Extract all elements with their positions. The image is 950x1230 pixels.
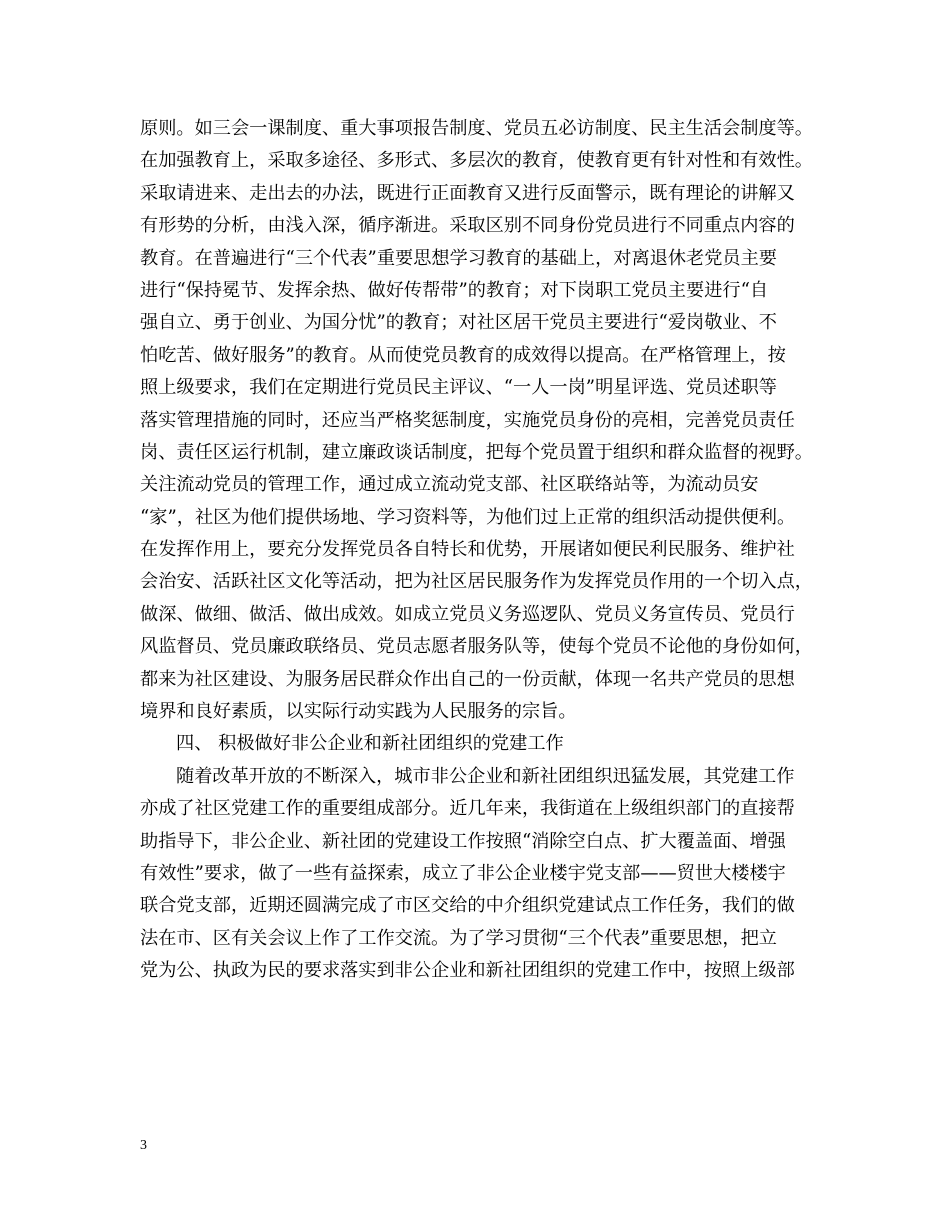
text-line: 原则。如三会一课制度、重大事项报告制度、党员五必访制度、民主生活会制度等。 — [140, 118, 813, 139]
text-line: 做深、做细、做活、做出成效。如成立党员义务巡逻队、党员义务宣传员、党员行 — [140, 603, 795, 625]
text-line: 关注流动党员的管理工作，通过成立流动党支部、社区联络站等，为流动员安 — [140, 474, 759, 496]
text-line: 在加强教育上，采取多途径、多形式、多层次的教育，使教育更有针对性和有效性。 — [140, 150, 813, 172]
text-line: 有形势的分析，由浅入深，循序渐进。采取区别不同身份党员进行不同重点内容的 — [140, 215, 795, 237]
text-line: 在发挥作用上，要充分发挥党员各自特长和优势，开展诸如便民利民服务、维护社 — [140, 539, 795, 561]
text-line: 助指导下，非公企业、新社团的党建设工作按照“消除空白点、扩大覆盖面、增强 — [140, 830, 786, 852]
text-line: 境界和良好素质，以实际行动实践为人民服务的宗旨。 — [140, 701, 577, 723]
text-line: 联合党支部，近期还圆满完成了市区交给的中介组织党建试点工作任务，我们的做 — [140, 895, 795, 917]
text-line: 采取请进来、走出去的办法，既进行正面教育又进行反面警示，既有理论的讲解又 — [140, 182, 795, 204]
text-line: 亦成了社区党建工作的重要组成部分。近几年来，我街道在上级组织部门的直接帮 — [140, 798, 795, 820]
text-line: 岗、责任区运行机制，建立廉政谈话制度，把每个党员置于组织和群众监督的视野。 — [140, 441, 813, 463]
text-line: 会治安、活跃社区文化等活动，把为社区居民服务作为发挥党员作用的一个切入点， — [140, 571, 813, 593]
text-line: 党为公、执政为民的要求落实到非公企业和新社团组织的党建工作中，按照上级部 — [140, 960, 795, 982]
text-line: 强自立、勇于创业、为国分忧”的教育；对社区居干党员主要进行“爱岗敬业、不 — [140, 312, 777, 334]
text-line: 教育。在普遍进行“三个代表”重要思想学习教育的基础上，对离退休老党员主要 — [140, 247, 777, 269]
page-number: 3 — [140, 1138, 147, 1153]
text-line: 怕吃苦、做好服务”的教育。从而使党员教育的成效得以提高。在严格管理上，按 — [140, 344, 786, 366]
text-line: 落实管理措施的同时，还应当严格奖惩制度，实施党员身份的亮相，完善党员责任 — [140, 409, 795, 431]
text-line: 照上级要求，我们在定期进行党员民主评议、“一人一岗”明星评选、党员述职等 — [140, 377, 777, 399]
text-line: 有效性”要求，做了一些有益探索，成立了非公企业楼宇党支部——贸世大楼楼宇 — [140, 862, 786, 884]
text-line: “家”，社区为他们提供场地、学习资料等，为他们过上正常的组织活动提供便利。 — [140, 506, 796, 528]
body-text — [140, 113, 820, 988]
text-line: 进行“保持冕节、发挥余热、做好传帮带”的教育；对下岗职工党员主要进行“自 — [140, 279, 769, 301]
paragraph-first-line: 随着改革开放的不断深入，城市非公企业和新社团组织迅猛发展，其党建工作 — [176, 765, 795, 787]
section-heading: 四、 积极做好非公企业和新社团组织的党建工作 — [176, 733, 564, 755]
text-line: 风监督员、党员廉政联络员、党员志愿者服务队等，使每个党员不论他的身份如何， — [140, 636, 813, 658]
text-line: 都来为社区建设、为服务居民群众作出自己的一份贡献，体现一名共产党员的思想 — [140, 668, 795, 690]
text-line: 法在市、区有关会议上作了工作交流。为了学习贯彻“三个代表”重要思想，把立 — [140, 927, 777, 949]
